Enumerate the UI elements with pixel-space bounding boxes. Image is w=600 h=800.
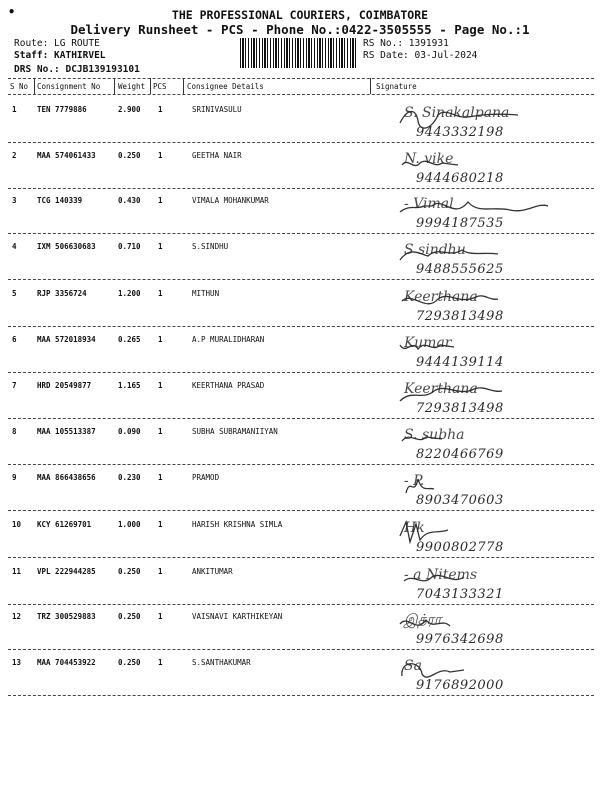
row-consignee-name: KEERTHANA PRASAD xyxy=(192,381,265,390)
col-weight: Weight xyxy=(118,82,146,91)
row-consignee-name: SUBHA SUBRAMANIIYAN xyxy=(192,427,278,436)
bullet-mark: • xyxy=(8,5,16,19)
row-signature xyxy=(370,471,595,515)
drs-number: DRS No.: DCJB139193101 xyxy=(14,64,140,75)
row-weight: 0.250 xyxy=(118,151,141,160)
row-weight: 2.900 xyxy=(118,105,141,114)
row-pcs: 1 xyxy=(158,612,163,621)
row-sno: 2 xyxy=(12,151,17,160)
row-consignee-name: A.P MURALIDHARAN xyxy=(192,335,265,344)
row-divider xyxy=(8,464,594,465)
row-weight: 0.250 xyxy=(118,612,141,621)
signature-phone: 9488555625 xyxy=(416,262,504,277)
row-pcs: 1 xyxy=(158,520,163,529)
signature-phone: 9444680218 xyxy=(416,171,504,186)
row-consignment-no: KCY 61269701 xyxy=(37,520,92,529)
row-sno: 11 xyxy=(12,567,22,576)
row-sno: 6 xyxy=(12,335,17,344)
row-pcs: 1 xyxy=(158,658,163,667)
row-consignee-name: HARISH KRISHNA SIMLA xyxy=(192,520,283,529)
row-divider xyxy=(8,695,594,696)
row-weight: 1.000 xyxy=(118,520,141,529)
row-signature xyxy=(370,610,595,654)
row-divider xyxy=(8,142,594,143)
col-divider xyxy=(114,78,115,94)
signature-name: Kumar xyxy=(404,335,452,351)
row-signature xyxy=(370,149,595,193)
col-divider xyxy=(183,78,184,94)
col-divider xyxy=(150,78,151,94)
row-pcs: 1 xyxy=(158,427,163,436)
signature-name: - Vimal xyxy=(404,196,454,212)
row-consignment-no: IXM 506630683 xyxy=(37,242,96,251)
route-label: Route: LG ROUTE xyxy=(14,38,100,49)
col-divider xyxy=(370,78,371,94)
signature-name: Keerthana xyxy=(404,289,478,305)
signature-phone: 9994187535 xyxy=(416,216,504,231)
row-sno: 5 xyxy=(12,289,17,298)
row-consignee-name: MITHUN xyxy=(192,289,220,298)
header-top-rule xyxy=(8,78,594,79)
row-consignment-no: MAA 866438656 xyxy=(37,473,96,482)
row-signature xyxy=(370,333,595,377)
row-consignee-name: VIMALA MOHANKUMAR xyxy=(192,196,269,205)
signature-name: - P. xyxy=(404,473,425,489)
row-consignee-name: S.SINDHU xyxy=(192,242,229,251)
company-title: THE PROFESSIONAL COURIERS, COIMBATORE xyxy=(171,8,429,22)
row-pcs: 1 xyxy=(158,242,163,251)
row-signature xyxy=(370,518,595,562)
signature-phone: 9976342698 xyxy=(416,632,504,647)
row-consignee-name: GEETHA NAIR xyxy=(192,151,242,160)
signature-name: S. Sinakalpana xyxy=(404,105,510,121)
row-consignee-name: VAISNAVI KARTHIKEYAN xyxy=(192,612,283,621)
signature-name: இத்ரா xyxy=(404,612,442,628)
row-sno: 9 xyxy=(12,473,17,482)
row-signature xyxy=(370,379,595,423)
row-divider xyxy=(8,372,594,373)
signature-phone: 8903470603 xyxy=(416,493,504,508)
row-signature xyxy=(370,287,595,331)
row-consignment-no: TCG 140339 xyxy=(37,196,83,205)
row-signature xyxy=(370,656,595,700)
row-pcs: 1 xyxy=(158,567,163,576)
row-weight: 0.230 xyxy=(118,473,141,482)
row-pcs: 1 xyxy=(158,381,163,390)
row-divider xyxy=(8,279,594,280)
signature-name: Sa xyxy=(404,658,422,674)
row-pcs: 1 xyxy=(158,105,163,114)
row-consignee-name: SRINIVASULU xyxy=(192,105,242,114)
row-weight: 0.250 xyxy=(118,567,141,576)
runsheet-subtitle: Delivery Runsheet - PCS - Phone No.:0422-3505555 - Page No.:1 xyxy=(70,22,530,37)
row-pcs: 1 xyxy=(158,289,163,298)
row-consignment-no: TRZ 300529883 xyxy=(37,612,96,621)
row-consignee-name: PRAMOD xyxy=(192,473,220,482)
row-weight: 0.090 xyxy=(118,427,141,436)
row-weight: 1.165 xyxy=(118,381,141,390)
signature-phone: 9443332198 xyxy=(416,125,504,140)
col-consignee: Consignee Details xyxy=(187,82,264,91)
row-sno: 8 xyxy=(12,427,17,436)
row-weight: 0.710 xyxy=(118,242,141,251)
col-sno: S No xyxy=(10,82,29,91)
row-pcs: 1 xyxy=(158,473,163,482)
row-consignment-no: TEN 7779886 xyxy=(37,105,87,114)
row-consignment-no: MAA 572018934 xyxy=(37,335,96,344)
row-weight: 1.200 xyxy=(118,289,141,298)
row-sno: 12 xyxy=(12,612,22,621)
rs-number: RS No.: 1391931 xyxy=(363,38,449,49)
row-consignment-no: HRD 20549877 xyxy=(37,381,92,390)
row-divider xyxy=(8,326,594,327)
staff-label: Staff: KATHIRVEL xyxy=(14,50,106,61)
signature-phone: 9176892000 xyxy=(416,678,504,693)
row-sno: 10 xyxy=(12,520,22,529)
row-divider xyxy=(8,557,594,558)
row-signature xyxy=(370,240,595,284)
row-sno: 13 xyxy=(12,658,22,667)
row-divider xyxy=(8,418,594,419)
row-divider xyxy=(8,604,594,605)
signature-phone: 9900802778 xyxy=(416,540,504,555)
row-divider xyxy=(8,649,594,650)
row-sno: 1 xyxy=(12,105,17,114)
row-consignment-no: MAA 704453922 xyxy=(37,658,96,667)
row-weight: 0.250 xyxy=(118,658,141,667)
signature-name: S sindhu xyxy=(404,242,466,258)
row-weight: 0.265 xyxy=(118,335,141,344)
signature-phone: 7043133321 xyxy=(416,587,504,602)
row-consignee-name: S.SANTHAKUMAR xyxy=(192,658,251,667)
signature-phone: 8220466769 xyxy=(416,447,504,462)
signature-name: - a Nitems xyxy=(404,567,478,583)
row-consignment-no: MAA 105513387 xyxy=(37,427,96,436)
row-divider xyxy=(8,188,594,189)
signature-name: Keerthana xyxy=(404,381,478,397)
row-sno: 4 xyxy=(12,242,17,251)
row-divider xyxy=(8,233,594,234)
signature-name: N. vike xyxy=(404,151,454,167)
signature-name: S. subha xyxy=(404,427,465,443)
rs-date: RS Date: 03-Jul-2024 xyxy=(363,50,478,61)
row-divider xyxy=(8,510,594,511)
row-sno: 7 xyxy=(12,381,17,390)
row-pcs: 1 xyxy=(158,335,163,344)
row-consignee-name: ANKITUMAR xyxy=(192,567,233,576)
row-consignment-no: VPL 222944285 xyxy=(37,567,96,576)
barcode-image xyxy=(240,38,358,68)
row-signature xyxy=(370,425,595,469)
row-consignment-no: RJP 3356724 xyxy=(37,289,87,298)
signature-name: Hk xyxy=(404,520,425,536)
row-signature xyxy=(370,194,595,238)
col-pcs: PCS xyxy=(153,82,167,91)
row-consignment-no: MAA 574061433 xyxy=(37,151,96,160)
signature-phone: 7293813498 xyxy=(416,309,504,324)
row-weight: 0.430 xyxy=(118,196,141,205)
signature-phone: 7293813498 xyxy=(416,401,504,416)
row-sno: 3 xyxy=(12,196,17,205)
row-signature xyxy=(370,565,595,609)
signature-phone: 9444139114 xyxy=(416,355,504,370)
header-bottom-rule xyxy=(8,94,594,95)
row-pcs: 1 xyxy=(158,196,163,205)
col-signature: Signature xyxy=(376,82,417,91)
col-consignment: Consignment No xyxy=(37,82,101,91)
row-pcs: 1 xyxy=(158,151,163,160)
col-divider xyxy=(34,78,35,94)
row-signature xyxy=(370,103,595,147)
